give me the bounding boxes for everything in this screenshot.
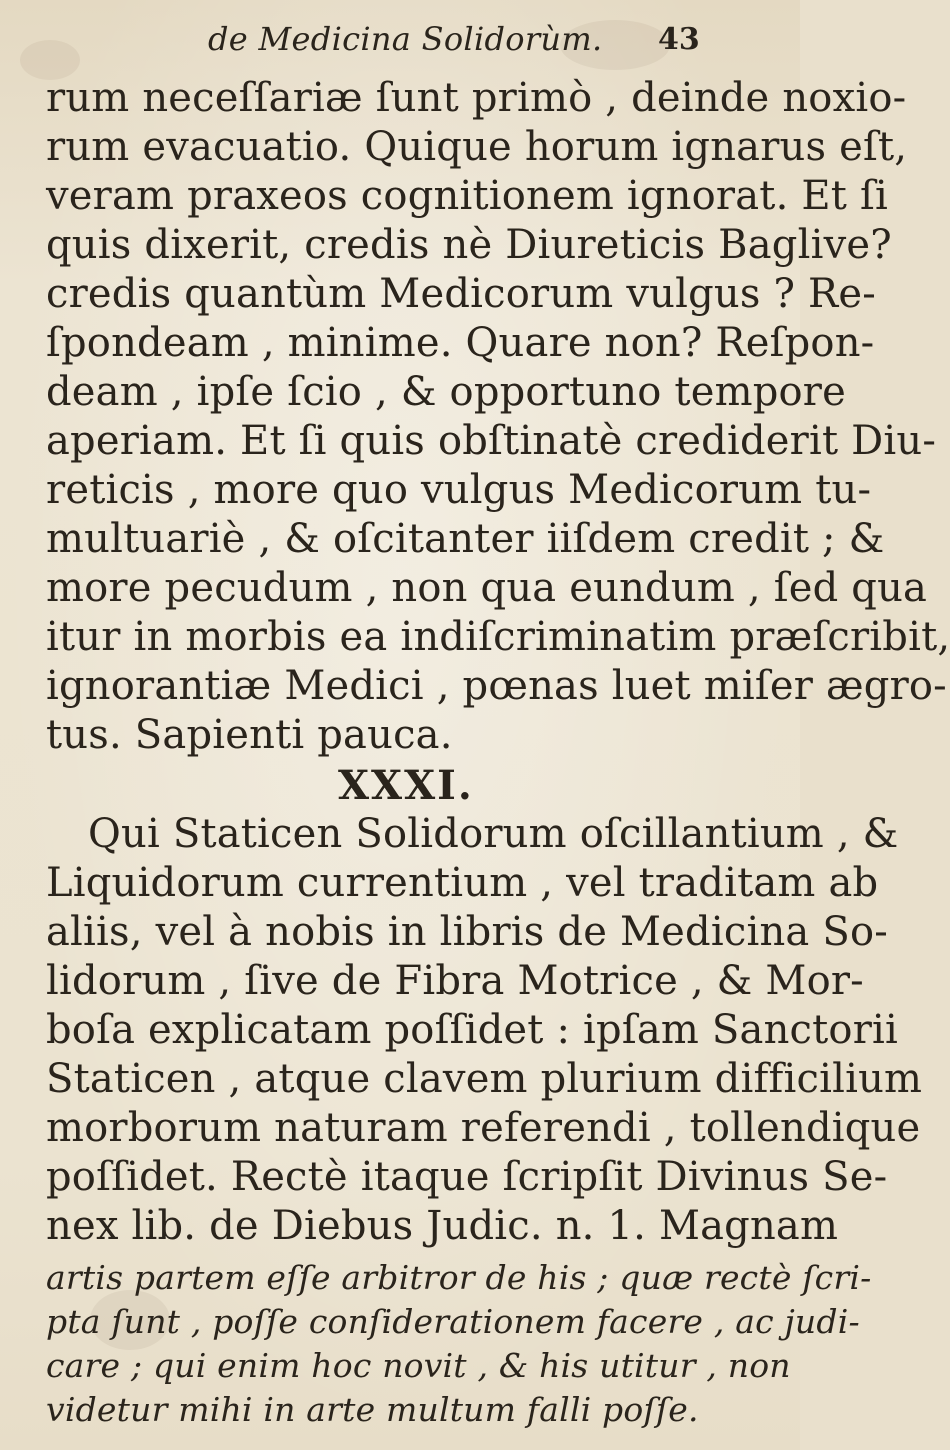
text-line: veram praxeos cognitionem ignorat. Et ſi <box>46 173 888 219</box>
quotation-line: pta ſunt , poſſe conſiderationem facere , ac judi- <box>46 1302 860 1341</box>
text-line: ignorantiæ Medici , pœnas luet miſer ægro- <box>46 663 947 709</box>
text-line: itur in morbis ea indiſcriminatim præſcribit, <box>46 614 950 660</box>
text-line: deam , ipſe ſcio , & opportuno tempore <box>46 369 846 415</box>
section-text-line: boſa explicatam poſſidet : ipſam Sanctorii <box>46 1007 899 1053</box>
section-text-line: poſſidet. Rectè itaque ſcripſit Divinus Se- <box>46 1154 888 1200</box>
text-line: rum evacuatio. Quique horum ignarus eſt, <box>46 124 908 170</box>
page-number: 43 <box>658 22 700 57</box>
quotation-line: care ; qui enim hoc novit , & his utitur , non <box>46 1346 791 1385</box>
section-text-line: nex lib. de Diebus Judic. n. 1. Magnam <box>46 1203 839 1249</box>
text-line: ſpondeam , minime. Quare non? Reſpon- <box>46 320 875 366</box>
text-line: aperiam. Et ſi quis obſtinatè crediderit Diu- <box>46 418 937 464</box>
text-line: more pecudum , non qua eundum , ſed qua <box>46 565 928 611</box>
section-text-line: lidorum , ſive de Fibra Motrice , & Mor- <box>46 958 864 1004</box>
section-numeral: XXXI. <box>338 762 474 809</box>
section-text-line: Liquidorum currentium , vel traditam ab <box>46 860 879 906</box>
quotation-line: artis partem eſſe arbitror de his ; quæ rectè ſcri- <box>46 1258 872 1297</box>
text-line: multuariè , & oſcitanter iiſdem credit ; & <box>46 516 885 562</box>
text-line-last: tus. Sapienti pauca. <box>46 712 453 758</box>
text-line: credis quantùm Medicorum vulgus ? Re- <box>46 271 876 317</box>
running-title: de Medicina Solidorùm. <box>208 20 603 58</box>
running-head <box>0 12 800 72</box>
section-text-line: morborum naturam referendi , tollendique <box>46 1105 921 1151</box>
text-line: rum neceſſariæ ſunt primò , deinde noxio- <box>46 75 907 121</box>
section-text-line: Staticen , atque clavem plurium difficilium <box>46 1056 923 1102</box>
section-text-line: Qui Staticen Solidorum oſcillantium , & <box>88 811 899 857</box>
text-line: reticis , more quo vulgus Medicorum tu- <box>46 467 872 513</box>
quotation-line: videtur mihi in arte multum falli poſſe. <box>46 1390 699 1429</box>
section-text-line: aliis, vel à nobis in libris de Medicina So- <box>46 909 888 955</box>
text-line: quis dixerit, credis nè Diureticis Baglive? <box>46 222 892 268</box>
